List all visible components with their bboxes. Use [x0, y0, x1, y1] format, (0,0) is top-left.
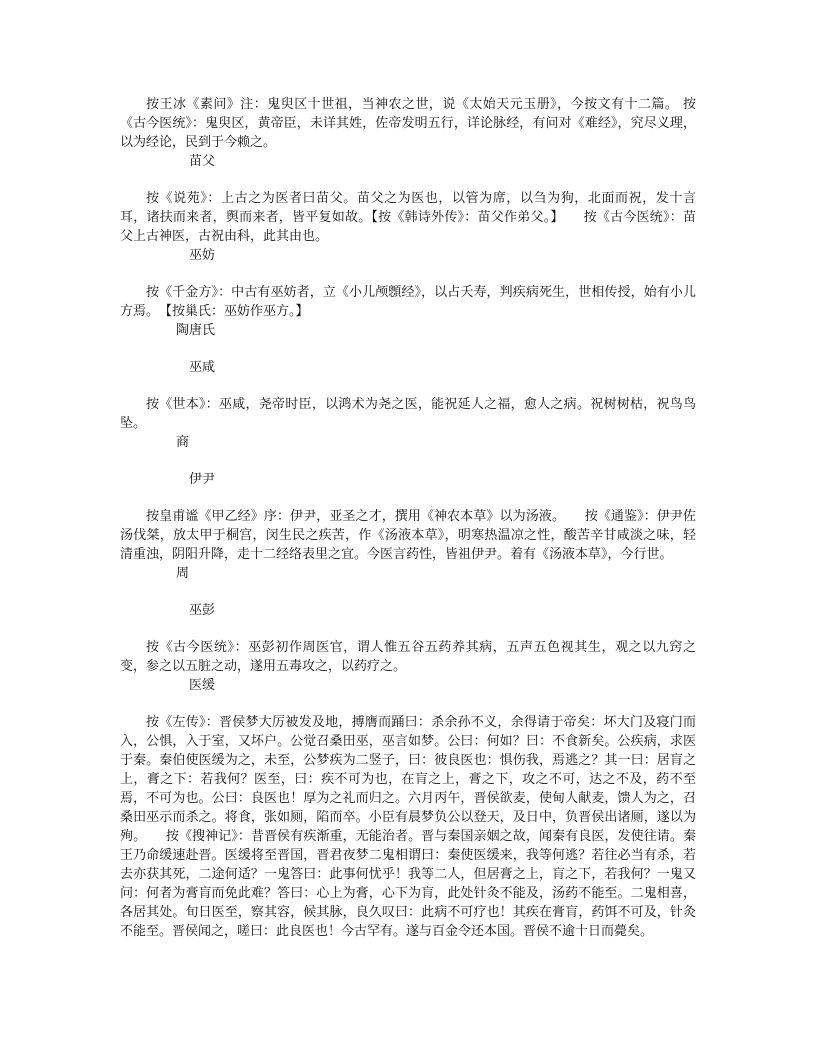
dynasty-zhou: 周 [176, 566, 190, 581]
heading-miaofu: 苗父 [189, 154, 216, 169]
heading-yihuan: 医缓 [189, 678, 216, 693]
paragraph-yiyin: 按皇甫谧《甲乙经》序：伊尹，亚圣之才，撰用《神农本草》以为汤液。 按《通鉴》：伊尹佐汤伐桀，放太甲于桐宫，闵生民之疾苦，作《汤液本草》，明寒热温凉之性，酸苦辛甘咸淡之味，轻清重浊，阴阳升降，走十二经络表里之宜。今医言药性，皆祖伊尹。着有《汤液本草》，今行世。 [120, 509, 696, 562]
document-page [120, 95, 696, 941]
paragraph-guiyuqu: 按王冰《素问》注：鬼臾区十世祖，当神农之世，说《太始天元玉册》，今按文有十二篇。 按《古今医统》：鬼臾区，黄帝臣，未详其姓，佐帝发明五行，详论脉经，有问对《难经》，究尽义理，以为经论，民到于今赖之。 [120, 97, 696, 150]
heading-wuxian: 巫咸 [189, 360, 216, 375]
paragraph-wufang: 按《千金方》：中古有巫妨者，立《小儿颅顖经》，以占夭寿，判疾病死生，世相传授，始有小儿方焉。 【按巢氏：巫妨作巫方。】 [120, 285, 696, 319]
dynasty-taotang: 陶唐氏 [176, 323, 216, 338]
dynasty-shang: 商 [176, 435, 190, 450]
paragraph-wupeng: 按《古今医统》：巫彭初作周医官，谓人惟五谷五药养其病，五声五色视其生，观之以九窍之变，参之以五脏之动，遂用五毒攻之，以药疗之。 [120, 640, 696, 674]
paragraph-yihuan: 按《左传》：晋侯梦大厉被发及地，搏膺而踊曰：杀余孙不义，余得请于帝矣：坏大门及寝门而入，公惧，入于室，又坏户。公觉召桑田巫，巫言如梦。公曰：何如？曰：不食新矣。公疾病，求医于秦。秦伯使医缓为之，未至，公梦疾为二竖子，曰：彼良医也：惧伤我，焉逃之？其一曰：居肓之上，膏之下：若我何？医至，曰：疾不可为也，在肓之上，膏之下，攻之不可，达之不及，药不至焉，不可为也。公曰：良医也！厚为之礼而归之。六月丙午，晋侯欲麦，使甸人献麦，馈人为之，召桑田巫示而杀之。将食，张如厕，陷而卒。小臣有晨梦负公以登天，及日中，负晋侯出诸厕，遂以为殉。 按《搜神记》：昔晋侯有疾渐重，无能治者。晋与秦国亲姻之故，闻秦有良医，发使往请。秦王乃命缓速赴晋。医缓将至晋国，晋君夜梦二鬼相谓曰：秦使医缓来，我等何逃？若往必当有杀，若去亦获其死，二途何适？一鬼答曰：此事何忧乎！我等二人，但居膏之上，肓之下，若我何？一鬼又问：何者为膏肓而免此难？答曰：心上为膏，心下为肓，此处针灸不能及，汤药不能至。二鬼相喜，各居其处。旬日医至，察其容，候其脉，良久叹曰：此病不可疗也！其疾在膏肓，药饵不可及，针灸不能至。晋侯闻之，嗟曰：此良医也！今古罕有。遂与百金令还本国。晋侯不逾十日而薨矣。 [120, 715, 696, 939]
heading-wupeng: 巫彭 [189, 603, 216, 618]
paragraph-wuxian: 按《世本》：巫咸，尧帝时臣，以鸿术为尧之医，能祝延人之福，愈人之病。祝树树枯，祝鸟鸟坠。 [120, 397, 696, 431]
heading-wufang: 巫妨 [189, 248, 216, 263]
paragraph-miaofu: 按《说苑》：上古之为医者曰苗父。苗父之为医也，以管为席，以刍为狗，北面而祝，发十言耳，诸扶而来者，舆而来者，皆平复如故。【按《韩诗外传》：苗父作弟父。】 按《古今医统》：苗父上古神医，古祝由科，此其由也。 [120, 191, 696, 244]
heading-yiyin: 伊尹 [189, 472, 216, 487]
